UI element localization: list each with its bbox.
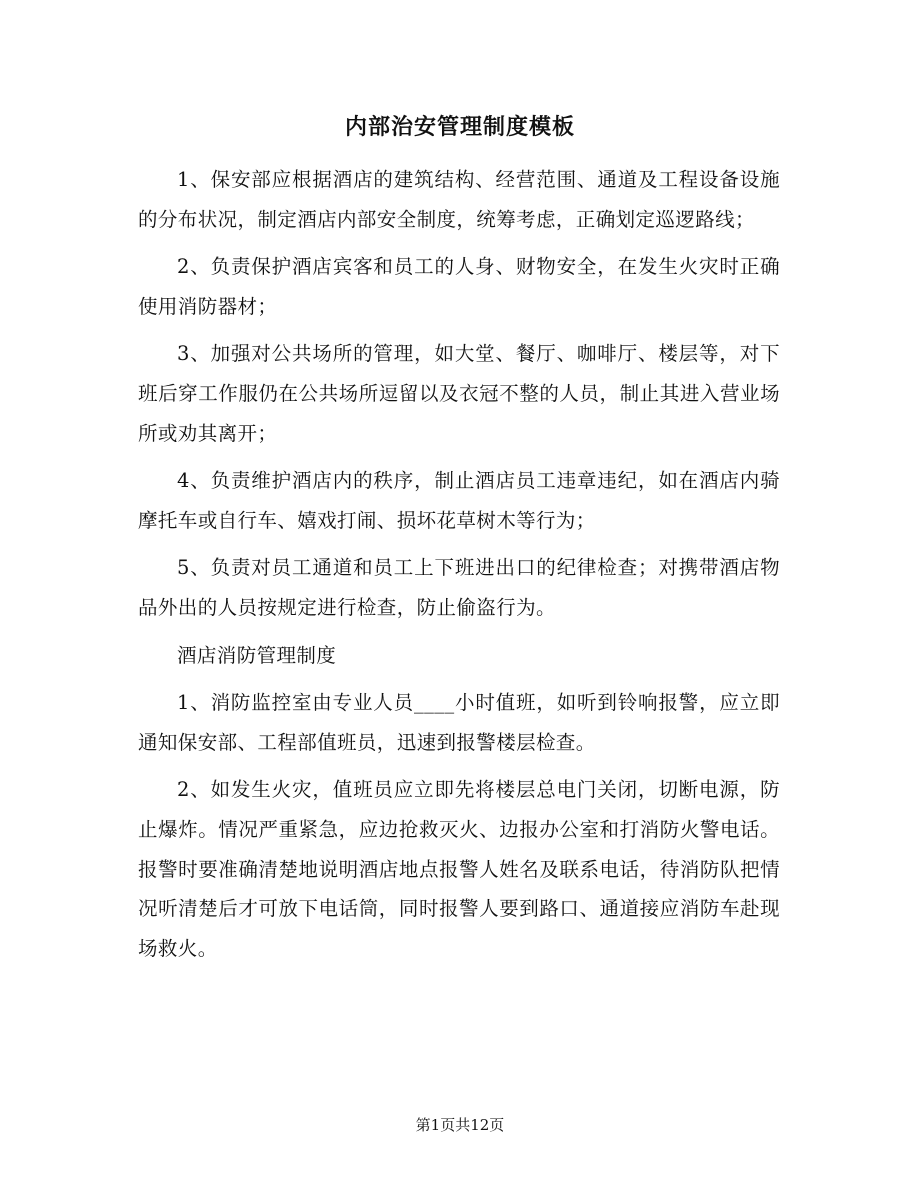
page-number-footer: 第1页共12页: [415, 1116, 505, 1134]
section-heading-fire-management: 酒店消防管理制度: [177, 643, 337, 667]
paragraph-4: 4、负责维护酒店内的秩序，制止酒店员工违章违纪，如在酒店内骑摩托车或自行车、嬉戏打闹、损坏花草树木等行为；: [138, 469, 780, 532]
paragraph-1: 1、保安部应根据酒店的建筑结构、经营范围、通道及工程设备设施的分布状况，制定酒店内部安全制度，统筹考虑，正确划定巡逻路线；: [138, 168, 780, 231]
paragraph-3: 3、加强对公共场所的管理，如大堂、餐厅、咖啡厅、楼层等，对下班后穿工作服仍在公共场所逗留以及衣冠不整的人员，制止其进入营业场所或劝其离开；: [138, 342, 780, 445]
document-body: [138, 160, 780, 976]
paragraph-2: 2、负责保护酒店宾客和员工的人身、财物安全，在发生火灾时正确使用消防器材；: [138, 255, 780, 318]
paragraph-fire-2: 2、如发生火灾，值班员应立即先将楼层总电门关闭，切断电源，防止爆炸。情况严重紧急，应边抢救灭火、边报办公室和打消防火警电话。报警时要准确清楚地说明酒店地点报警人姓名及联系电话，待消防队把情况听清楚后才可放下电话筒，同时报警人要到路口、通道接应消防车赴现场救火。: [138, 778, 780, 960]
document-title: 内部治安管理制度模板: [344, 114, 575, 140]
paragraph-fire-1: 1、消防监控室由专业人员____小时值班，如听到铃响报警，应立即通知保安部、工程部值班员，迅速到报警楼层检查。: [138, 691, 780, 754]
paragraph-5: 5、负责对员工通道和员工上下班进出口的纪律检查；对携带酒店物品外出的人员按规定进行检查，防止偷盗行为。: [138, 556, 780, 619]
